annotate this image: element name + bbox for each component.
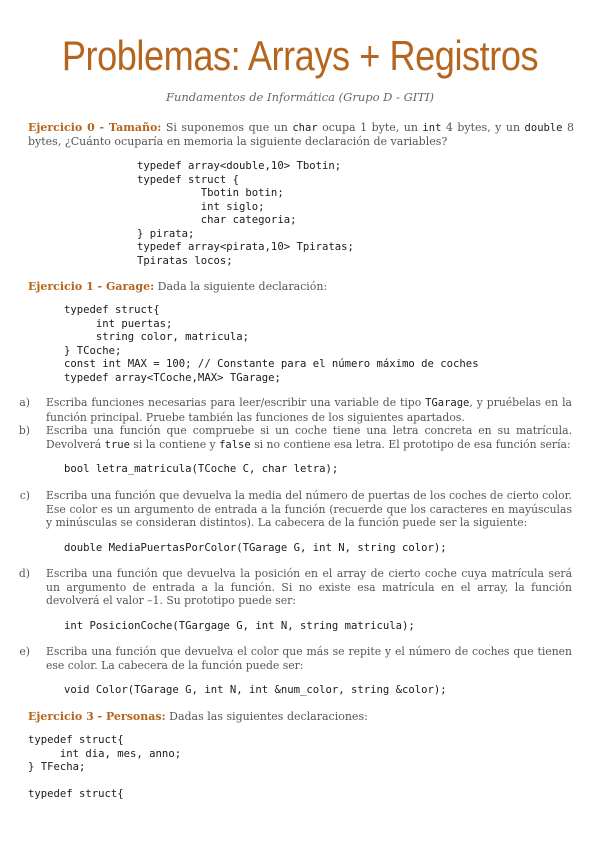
exercise-3-statement: Ejercicio 3 - Personas: Dadas las siguientes declaraciones:	[28, 710, 368, 723]
exercise-1-item-b: b) Escriba una función que compruebe si un coche tiene una letra concreta en su matrícula. Devolverá true si la contiene y false si no contiene esa letra. El prototipo de esa función sería:	[18, 424, 572, 451]
exercise-1-item-e: e) Escriba una función que devuelva el color que más se repite y el número de coches que tienen ese color. La cabecera de la función puede ser:	[19, 645, 572, 672]
exercise-1-item-a: a) Escriba funciones necesarias para leer/escribir una variable de tipo TGarage, y pruébelas en la función principal. Pruebe también las funciones de los siguientes apartados.	[19, 396, 572, 424]
page-subtitle: Fundamentos de Informática (Grupo D - GITI)	[165, 90, 435, 104]
exercise-3-code: typedef struct{ int dia, mes, anno; } TFecha; typedef struct{	[28, 734, 182, 800]
exercise-0-heading: Ejercicio 0 - Tamaño:	[28, 121, 162, 134]
exercise-0-code: typedef array<double,10> Tbotin; typedef struct { Tbotin botin; int siglo; char categoria; } pirata; typedef array<pirata,10> Tpiratas; Tpiratas locos;	[137, 160, 354, 267]
exercise-1-item-d: d) Escriba una función que devuelva la posición en el array de cierto coche cuya matrícula será un argumento de entrada a la función. Si no existe esa matrícula en el array, la función devolverá el valor –1. Su prototipo puede ser:	[18, 567, 572, 607]
exercise-0-statement: Ejercicio 0 - Tamaño: Si suponemos que un char ocupa 1 byte, un int 4 bytes, y un double 8 bytes, ¿Cuánto ocuparía en memoria la siguiente declaración de variables?	[28, 121, 574, 148]
exercise-1-item-c: c) Escriba una función que devuelva la media del número de puertas de los coches de cierto color. Ese color es un argumento de entrada a la función (recuerde que los caracteres en mayúsculas y minúsculas se consideran distintos). La cabecera de la función puede ser la siguiente:	[19, 489, 572, 529]
exercise-1-item-e-code: void Color(TGarage G, int N, int &num_color, string &color);	[64, 684, 447, 696]
exercise-1-item-d-code: int PosicionCoche(TGargage G, int N, string matricula);	[64, 620, 415, 632]
page-title: Problemas: Arrays + Registros	[61, 32, 539, 79]
exercise-1-statement: Ejercicio 1 - Garage: Dada la siguiente declaración:	[28, 280, 328, 293]
exercise-1-item-c-code: double MediaPuertasPorColor(TGarage G, int N, string color);	[64, 542, 447, 554]
exercise-1-heading: Ejercicio 1 - Garage:	[28, 280, 155, 293]
exercise-3-heading: Ejercicio 3 - Personas:	[28, 710, 166, 723]
exercise-1-item-b-code: bool letra_matricula(TCoche C, char letra);	[64, 463, 339, 475]
exercise-1-code: typedef struct{ int puertas; string color, matricula; } TCoche; const int MAX = 100; // Constante para el número máximo de coches typedef array<TCoche,MAX> TGarage;	[64, 304, 479, 384]
